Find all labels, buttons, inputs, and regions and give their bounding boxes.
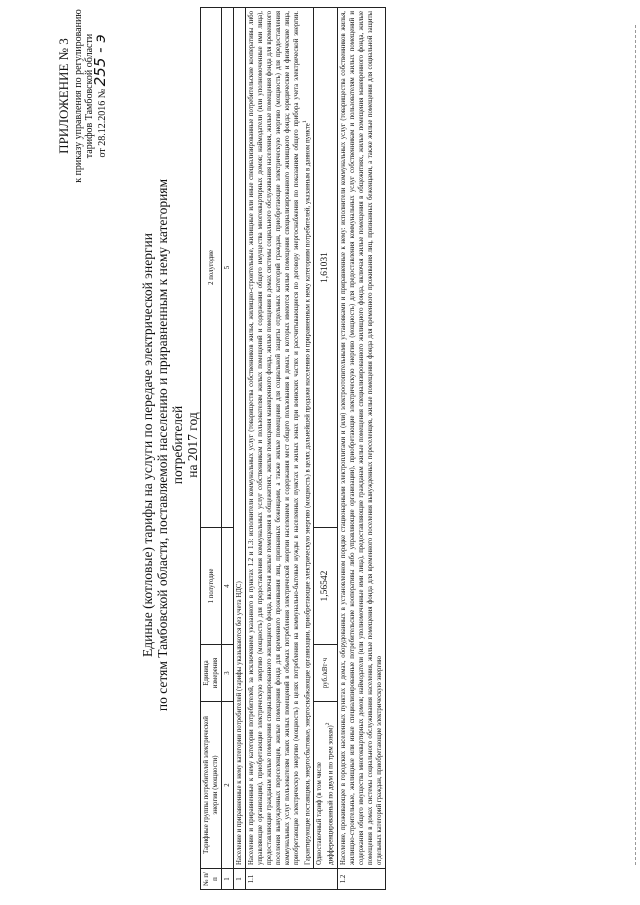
title-line-1: Единые (котловые) тарифы на услуги по передаче электрической энергии [140,233,155,657]
tariff-table [200,7,386,890]
appendix-line-1: к приказу управления по регулированию [73,9,84,183]
title-line-3: на 2017 год [185,412,200,478]
header-num: № п/п [201,869,222,890]
appendix-date: от 28.12.2016 № [97,88,108,158]
appendix-header [57,0,108,192]
header-group: Тарифные группы потребителей электрической энергии (мощности) [201,702,222,869]
section-row [234,8,246,890]
section-num: 1 [234,869,246,890]
index-cell: 3 [222,645,234,702]
row-1-1-text [246,8,314,869]
appendix-line-2: тарифов Тамбовской области [84,33,95,159]
row-1-2-num: 1.2 [337,869,385,890]
appendix-date-line [91,0,109,192]
single-rate-unit: руб./кВт·ч [314,645,337,702]
title-line-2: по сетям Тамбовской области, поставляемой населению и приравненным к нему категориям потребителей [155,178,185,712]
row-1-1-num: 1.1 [246,869,338,890]
row-1-1 [246,8,314,890]
column-index-row [222,8,234,890]
order-number: 255 - э [91,34,109,87]
document-title [140,175,200,715]
single-rate-label [314,702,337,869]
footnote-mark: 1 [302,120,308,124]
single-rate-half2: 1,61031 [314,8,337,528]
row-1-2 [337,8,385,890]
section-text: Население и приравненные к нему категории потребителей (тарифы указываются без учета НДС) [234,8,246,869]
index-cell: 2 [222,702,234,869]
appendix-title: ПРИЛОЖЕНИЕ № 3 [56,38,71,154]
single-rate-half1: 1,56542 [314,528,337,645]
row-1-1-text-body: Население и приравненные к нему категории потребителей, за исключением указанного в пунктах 1.2 и 1.3: исполнители коммунальных услуг (товарищества собственников жилья, жилищно-строительные, жилищные или иные специализированные потребительские кооперативы либо управляющие организации), приобретающие электрическую энергию (мощность) для предоставления коммунальных услуг собственникам и пользователям жилых помещений и содержания общего имущества многоквартирных домов; наймодатели (или уполномоченные ими лица), предоставляющие гражданам жилые помещения специализированного жилищного фонда, включая жилые помещения в общежитиях, жилые помещения маневренного фонда, жилые помещения в домах системы социального обслуживания населения, жилые помещения фонда для временного поселения вынужденных переселенцев, жилые помещения фонда для временного проживания лиц, признанных беженцами, а также жилые помещения для социальной защиты отдельных категорий граждан, приобретающие электрическую энергию (мощность) для предоставления коммунальных услуг пользователям таких жилых помещений в объемах потребления электрической энергии населением и содержания мест общего пользования в домах, в которых имеются жилые помещения специализированного жилищного фонда; юридические и физические лица, приобретающие электрическую энергию (мощность) в целях потребления на коммунально-бытовые нужды в населенных пунктах и жилых зонах при воинских частях и рассчитывающиеся по договору энергоснабжения по показаниям общего прибора учета электрической энергии. Гарантирующие поставщики, энергосбытовые, энергоснабжающие организации, приобретающие электрическую энергию (мощность) в целях дальнейшей продажи населению и приравненным к нему категориям потребителей, указанным в данном пункте [248,11,312,865]
row-1-2-text: Население, проживающее в городских населенных пунктах в домах, оборудованных в установленном порядке стационарными электроплитами и (или) электроотопительными установками и приравненные к нему: исполнители коммунальных услуг (товарищества собственников жилья, жилищно-строительные, жилищные или иные специализированные потребительские кооперативы либо управляющие организации), приобретающие электрическую энергию (мощность) для предоставления коммунальных услуг собственникам и пользователям жилых помещений и содержания общего имущества многоквартирных домов; наймодатели (или уполномоченные ими лица), предоставляющие гражданам жилые помещения специализированного жилищного фонда, включая жилые помещения в общежитиях, жилые помещения маневренного фонда, жилые помещения в домах системы социального обслуживания населения, жилые помещения фонда для временного поселения вынужденных переселенцев, жилые помещения фонда для временного проживания лиц, признанных беженцами, а также жилые помещения для социальной защиты отдельных категорий граждан, приобретающие электрическую энергию [337,8,385,869]
single-rate-text: Одноставочный тариф (в том числе дифференцированный по двум и по трем зонам) [316,725,335,865]
index-cell: 5 [222,8,234,528]
index-cell: 4 [222,528,234,645]
scan-edge-line [635,25,636,865]
single-rate-row [314,8,337,890]
index-cell: 1 [222,869,234,890]
footnote-mark: 2 [325,722,332,726]
header-half2: 2 полугодие [201,8,222,528]
table-header-row [201,8,222,890]
header-unit: Единица измерения [201,645,222,702]
header-half1: 1 полугодие [201,528,222,645]
